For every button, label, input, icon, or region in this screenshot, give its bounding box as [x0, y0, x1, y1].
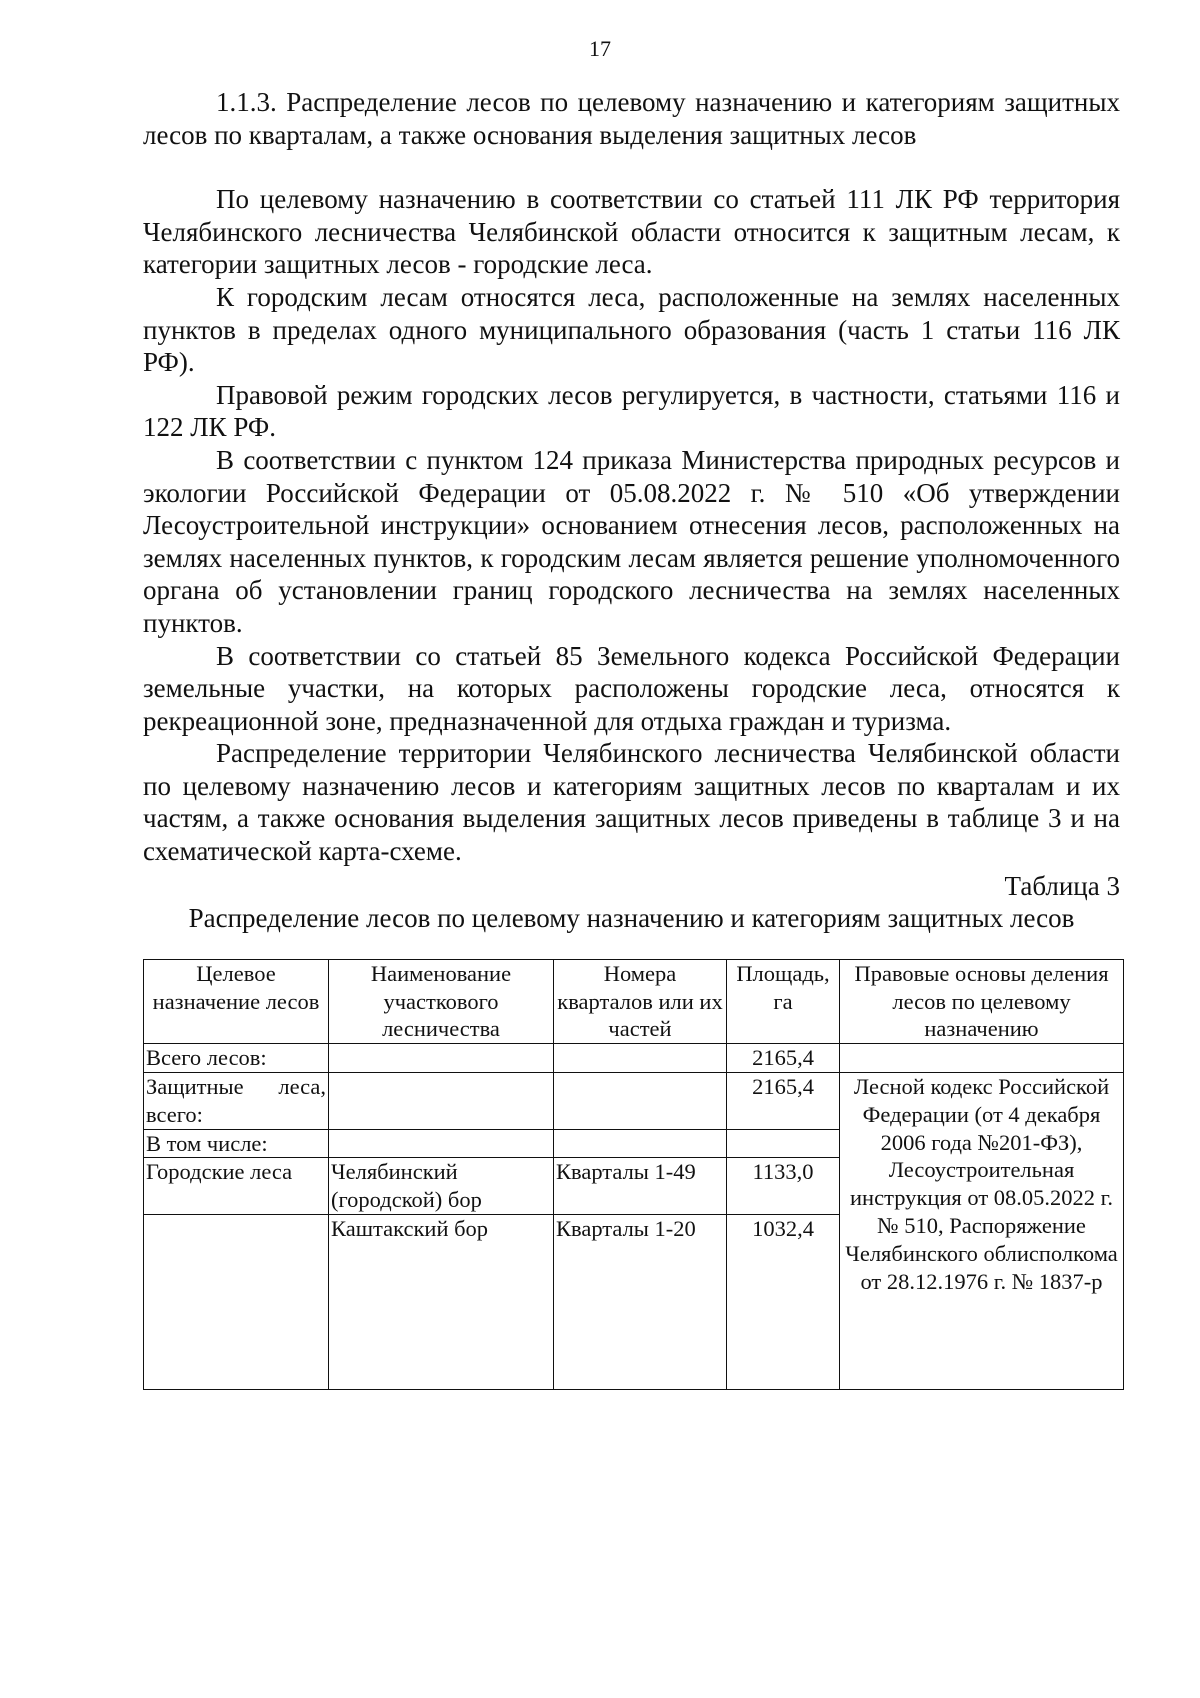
table-row: [144, 1073, 1124, 1130]
cell-purpose: Всего лесов:: [144, 1044, 329, 1073]
forest-distribution-table: [143, 959, 1124, 1390]
cell-quarters: Кварталы 1-20: [554, 1215, 727, 1390]
cell-area: 1133,0: [727, 1158, 840, 1215]
cell-purpose: Защитные леса, всего:: [144, 1073, 329, 1130]
cell-forestry: Челябинский (городской) бор: [329, 1158, 554, 1215]
cell-area: 2165,4: [727, 1073, 840, 1130]
header-area: Площадь, га: [727, 959, 840, 1043]
cell-area: 1032,4: [727, 1215, 840, 1390]
cell-quarters: [554, 1129, 727, 1158]
document-body: [143, 86, 1120, 1390]
cell-area: [727, 1129, 840, 1158]
paragraph: В соответствии со статьей 85 Земельного кодекса Российской Федерации земельные участки, на которых расположены городские леса, относятся к рекреационной зоне, предназначенной для отдыха граждан и туризма.: [143, 640, 1120, 736]
header-forestry: Наименование участкового лесничества: [329, 959, 554, 1043]
table-row: [144, 1044, 1124, 1073]
cell-legal-basis-empty: [840, 1044, 1124, 1073]
paragraph: В соответствии с пунктом 124 приказа Министерства природных ресурсов и экологии Российской Федерации от 05.08.2022 г. № 510 «Об утверждении Лесоустроительной инструкции» основанием отнесения лесов, расположенных на землях населенных пунктов, к городским лесам является решение уполномоченного органа об установлении границ городского лесничества на землях населенных пунктов.: [143, 444, 1120, 638]
table-number: Таблица 3: [1004, 870, 1120, 901]
header-legal-basis: Правовые основы деления лесов по целевому назначению: [840, 959, 1124, 1043]
paragraph: Правовой режим городских лесов регулируется, в частности, статьями 116 и 122 ЛК РФ.: [143, 379, 1120, 443]
page-number: 17: [589, 36, 611, 61]
section-heading: 1.1.3. Распределение лесов по целевому назначению и категориям защитных лесов по кварталам, а также основания выделения защитных лесов: [143, 87, 1120, 150]
cell-area: 2165,4: [727, 1044, 840, 1073]
cell-purpose: Городские леса: [144, 1158, 329, 1215]
table-header-row: [144, 959, 1124, 1043]
header-purpose: Целевое назначение лесов: [144, 959, 329, 1043]
cell-purpose: В том числе:: [144, 1129, 329, 1158]
cell-legal-basis: Лесной кодекс Российской Федерации (от 4 декабря 2006 года №201-ФЗ), Лесоустроительная инструкция от 08.05.2022 г. № 510, Распоряжение Челябинского облисполкома от 28.12.1976 г. № 1837-р: [840, 1073, 1124, 1390]
cell-forestry: Каштакский бор: [329, 1215, 554, 1390]
cell-forestry: [329, 1044, 554, 1073]
cell-forestry: [329, 1129, 554, 1158]
paragraph: К городским лесам относятся леса, расположенные на землях населенных пунктов в пределах одного муниципального образования (часть 1 статьи 116 ЛК РФ).: [143, 281, 1120, 378]
cell-forestry: [329, 1073, 554, 1130]
cell-quarters: [554, 1044, 727, 1073]
header-quarters: Номера кварталов или их частей: [554, 959, 727, 1043]
cell-purpose: [144, 1215, 329, 1390]
paragraph: Распределение территории Челябинского лесничества Челябинской области по целевому назначению лесов и категориям защитных лесов по кварталам и их частям, а также основания выделения защитных лесов приведены в таблице 3 и на схематической карта-схеме.: [143, 738, 1120, 867]
paragraph: По целевому назначению в соответствии со статьей 111 ЛК РФ территория Челябинского лесничества Челябинской области относится к защитным лесам, к категории защитных лесов - городские леса.: [143, 184, 1120, 280]
cell-quarters: Кварталы 1-49: [554, 1158, 727, 1215]
cell-quarters: [554, 1073, 727, 1130]
table-title: Распределение лесов по целевому назначению и категориям защитных лесов: [188, 903, 1075, 934]
